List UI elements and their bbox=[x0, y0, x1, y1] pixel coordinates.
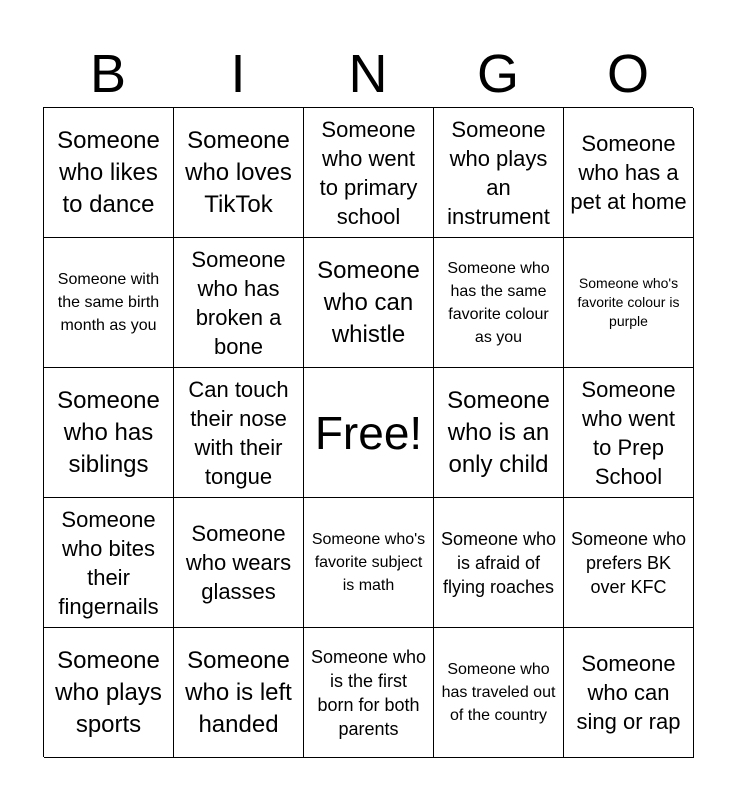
cell-text: Someone who's favorite colour is purple bbox=[577, 275, 680, 329]
bingo-cell[interactable] bbox=[174, 108, 304, 238]
cell-text: Someone who's favorite subject is math bbox=[311, 531, 426, 594]
bingo-grid bbox=[43, 107, 693, 757]
bingo-cell[interactable] bbox=[174, 498, 304, 628]
header-letter-o: O bbox=[606, 44, 649, 104]
bingo-cell[interactable] bbox=[44, 238, 174, 368]
cell-text: Someone who plays an instrument bbox=[447, 116, 550, 229]
free-space-cell[interactable] bbox=[304, 368, 434, 498]
bingo-cell[interactable] bbox=[44, 628, 174, 758]
bingo-cell[interactable] bbox=[564, 498, 694, 628]
cell-text: Someone who loves TikTok bbox=[185, 126, 292, 218]
bingo-header bbox=[43, 40, 693, 108]
bingo-cell[interactable] bbox=[564, 238, 694, 368]
bingo-cell[interactable] bbox=[44, 498, 174, 628]
bingo-cell[interactable] bbox=[434, 628, 564, 758]
bingo-cell[interactable] bbox=[434, 238, 564, 368]
cell-text: Someone with the same birth month as you bbox=[57, 271, 160, 334]
cell-text: Someone who can sing or rap bbox=[576, 651, 681, 734]
cell-text: Someone who has siblings bbox=[57, 386, 160, 478]
cell-text: Someone who has a pet at home bbox=[570, 131, 687, 214]
bingo-cell[interactable] bbox=[304, 498, 434, 628]
bingo-cell[interactable] bbox=[564, 368, 694, 498]
bingo-cell[interactable] bbox=[174, 238, 304, 368]
cell-text: Someone who is the first born for both parents bbox=[310, 646, 427, 739]
bingo-cell[interactable] bbox=[564, 628, 694, 758]
cell-text: Someone who has broken a bone bbox=[191, 246, 286, 359]
header-letter-g: G bbox=[476, 44, 519, 104]
cell-text: Someone who is left handed bbox=[185, 646, 292, 738]
cell-text: Someone who went to Prep School bbox=[581, 376, 676, 489]
cell-text: Someone who can whistle bbox=[317, 256, 420, 348]
bingo-cell[interactable] bbox=[174, 368, 304, 498]
header-letter-i: I bbox=[230, 44, 246, 104]
bingo-cell[interactable] bbox=[174, 628, 304, 758]
bingo-cell[interactable] bbox=[564, 108, 694, 238]
cell-text: Someone who plays sports bbox=[55, 646, 162, 738]
cell-text: Someone who is afraid of flying roaches bbox=[440, 528, 557, 597]
cell-text: Someone who wears glasses bbox=[185, 521, 292, 604]
bingo-cell[interactable] bbox=[304, 628, 434, 758]
bingo-cell[interactable] bbox=[304, 108, 434, 238]
cell-text: Someone who is an only child bbox=[447, 386, 550, 478]
cell-text: Someone who likes to dance bbox=[57, 126, 160, 218]
free-space-text: Free! bbox=[314, 406, 423, 459]
header-letter-b: B bbox=[89, 44, 127, 104]
bingo-cell[interactable] bbox=[434, 368, 564, 498]
bingo-cell[interactable] bbox=[44, 368, 174, 498]
bingo-cell[interactable] bbox=[44, 108, 174, 238]
bingo-cell[interactable] bbox=[434, 498, 564, 628]
cell-text: Someone who went to primary school bbox=[319, 116, 418, 229]
bingo-cell[interactable] bbox=[304, 238, 434, 368]
cell-text: Someone who bites their fingernails bbox=[58, 506, 159, 619]
cell-text: Someone who has the same favorite colour as you bbox=[447, 259, 550, 346]
cell-text: Can touch their nose with their tongue bbox=[188, 376, 289, 489]
header-letter-n: N bbox=[348, 44, 388, 104]
bingo-cell[interactable] bbox=[434, 108, 564, 238]
cell-text: Someone who has traveled out of the country bbox=[441, 661, 556, 724]
cell-text: Someone who prefers BK over KFC bbox=[570, 528, 687, 597]
